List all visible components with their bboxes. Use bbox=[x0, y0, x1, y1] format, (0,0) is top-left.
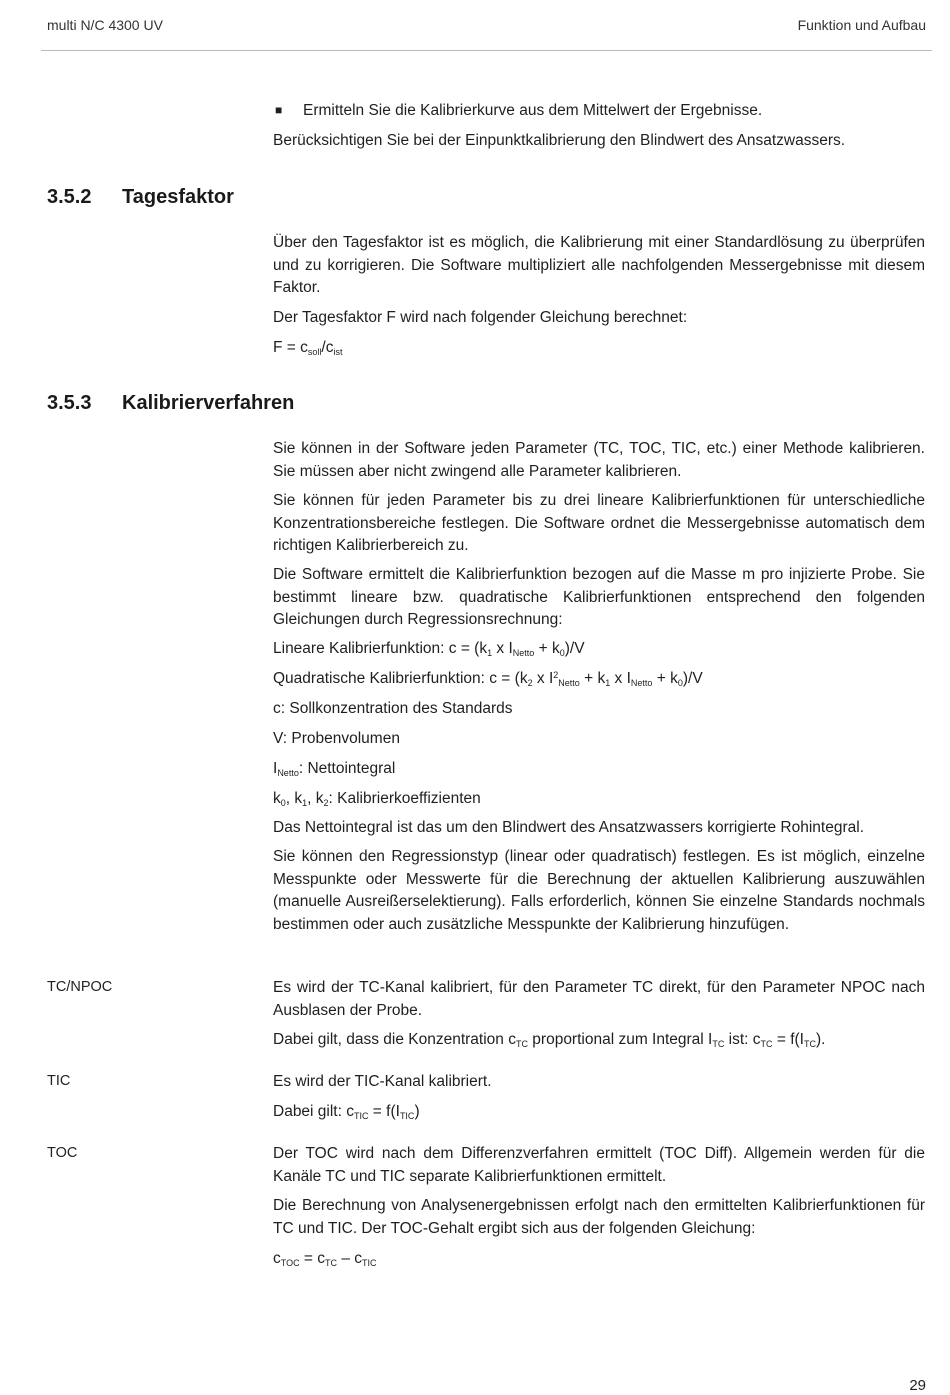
page-number: 29 bbox=[909, 1377, 926, 1394]
side-label-tic: TIC bbox=[47, 1073, 71, 1089]
intro-note: Berücksichtigen Sie bei der Einpunktkalibrierung den Blindwert des Ansatzwassers. bbox=[273, 132, 846, 149]
kalibrier-paragraph-3: Die Software ermittelt die Kalibrierfunktion bezogen auf die Masse m pro injizierte Probe. Sie bestimmt lineare bzw. quadratische Kalibrierfunktionen entsprechend den folgenden Gleichungen durch Regressionsrechnung: bbox=[273, 566, 925, 628]
definition-i-netto: $I_{Netto}$: Nettointegral bbox=[273, 760, 396, 778]
bullet-text: Ermitteln Sie die Kalibrierkurve aus dem Mittelwert der Ergebnisse. bbox=[303, 102, 763, 119]
toc-paragraph-2: Die Berechnung von Analysenergebnissen erfolgt nach den ermittelten Kalibrierfunktionen für TC und TIC. Der TOC-Gehalt ergibt sich aus der folgenden Gleichung: bbox=[273, 1197, 925, 1237]
definition-v: V: Probenvolumen bbox=[273, 730, 400, 747]
section-title-kalibrierverfahren: Kalibrierverfahren bbox=[122, 392, 295, 414]
tic-paragraph-2: Dabei gilt: $c_{TIC} = f(I_{TIC})$ bbox=[273, 1103, 420, 1121]
section-number-3-5-2: 3.5.2 bbox=[47, 186, 92, 208]
toc-formula: $c_{TOC} = c_{TC} - c_{TIC}$ bbox=[273, 1250, 377, 1268]
nettointegral-paragraph: Das Nettointegral ist das um den Blindwert des Ansatzwassers korrigierte Rohintegral. bbox=[273, 819, 864, 836]
header-doc-title: multi N/C 4300 UV bbox=[47, 17, 163, 33]
tagesfaktor-formula: $F = c_{soll}/c_{ist}$ bbox=[273, 339, 343, 357]
kalibrier-paragraph-1: Sie können in der Software jeden Parameter (TC, TOC, TIC, etc.) einer Methode kalibrieren. Sie müssen aber nicht zwingend alle Parameter kalibrieren. bbox=[273, 440, 925, 480]
tc-npoc-paragraph-1: Es wird der TC-Kanal kalibriert, für den Parameter TC direkt, für den Parameter NPOC nach Ausblasen der Probe. bbox=[273, 979, 925, 1019]
regression-paragraph: Sie können den Regressionstyp (linear oder quadratisch) festlegen. Es ist möglich, einzelne Messpunkte oder Messwerte für die Berechnung der aktuellen Kalibrierung auszuwählen (manuelle Ausreißerselektierung). Falls erforderlich, können Sie einzelne Standards nochmals bestimmen oder auch zusätzliche Messpunkte der Kalibrierung hinzufügen. bbox=[273, 848, 925, 933]
definition-c: c: Sollkonzentration des Standards bbox=[273, 700, 513, 717]
tic-paragraph-1: Es wird der TIC-Kanal kalibriert. bbox=[273, 1073, 492, 1090]
linear-calibration-formula: Lineare Kalibrierfunktion: $c = (k_1$ x $I_{Netto} + k_0)/V$ bbox=[273, 640, 585, 658]
side-label-toc: TOC bbox=[47, 1145, 78, 1161]
section-number-3-5-3: 3.5.3 bbox=[47, 392, 92, 414]
section-title-tagesfaktor: Tagesfaktor bbox=[122, 186, 234, 208]
bullet-marker: ■ bbox=[275, 103, 283, 117]
header-chapter-title: Funktion und Aufbau bbox=[797, 17, 926, 33]
tc-npoc-paragraph-2: Dabei gilt, dass die Konzentration $c_{TC}$ proportional zum Integral $I_{TC}$ ist: $c_{TC} = f(I_{TC})$. bbox=[273, 1031, 826, 1049]
tagesfaktor-paragraph-1: Über den Tagesfaktor ist es möglich, die Kalibrierung mit einer Standardlösung zu überprüfen und zu korrigieren. Die Software multipliziert alle nachfolgenden Messergebnisse mit diesem Faktor. bbox=[273, 234, 925, 296]
definition-k: $k_0$, $k_1$, $k_2$: Kalibrierkoeffizienten bbox=[273, 790, 481, 808]
kalibrier-paragraph-2: Sie können für jeden Parameter bis zu drei lineare Kalibrierfunktionen für unterschiedliche Konzentrationsbereiche festlegen. Die Software ordnet die Messergebnisse automatisch dem richtigen Kalibrierbereich zu. bbox=[273, 492, 925, 554]
tagesfaktor-paragraph-2: Der Tagesfaktor F wird nach folgender Gleichung berechnet: bbox=[273, 309, 688, 326]
header-divider bbox=[41, 50, 932, 51]
quadratic-calibration-formula: Quadratische Kalibrierfunktion: $c = (k_2$ x $I^2_{Netto} + k_1$ x $I_{Netto} + k_0)/V$ bbox=[273, 670, 703, 688]
side-label-tc-npoc: TC/NPOC bbox=[47, 979, 113, 995]
toc-paragraph-1: Der TOC wird nach dem Differenzverfahren ermittelt (TOC Diff). Allgemein werden für die Kanäle TC und TIC separate Kalibrierfunktionen ermittelt. bbox=[273, 1145, 925, 1185]
